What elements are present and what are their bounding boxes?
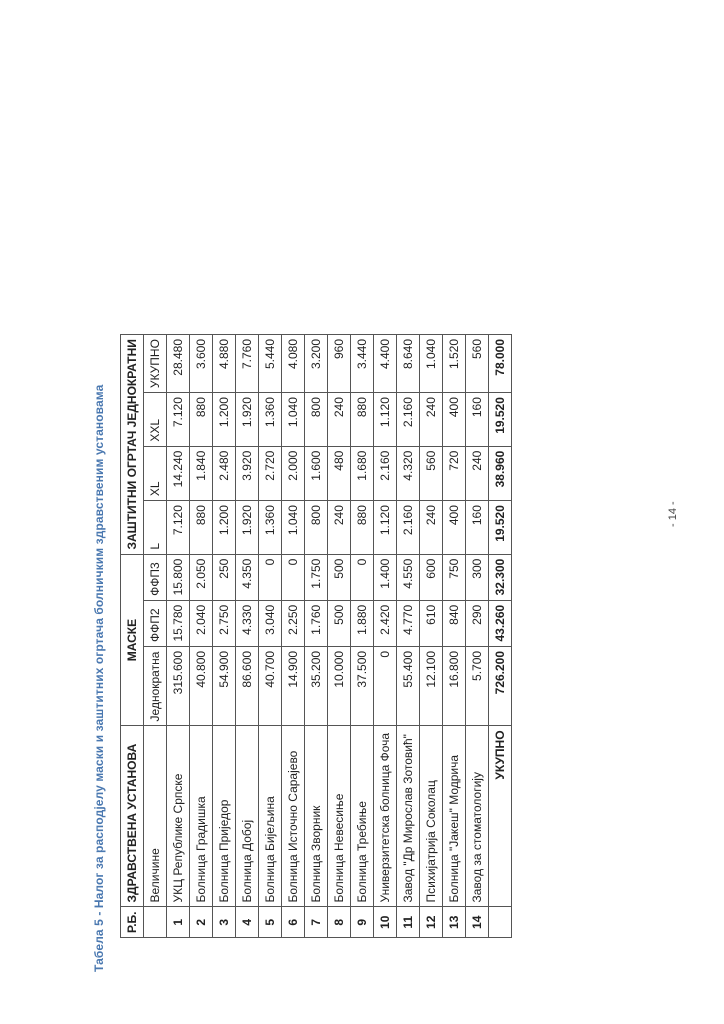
col-header-l: L: [144, 501, 167, 555]
row-12: [420, 335, 443, 938]
cell-ffp2: 1.760: [305, 600, 328, 646]
row-number: 10: [374, 907, 397, 938]
cell-l: 2.160: [397, 501, 420, 555]
row-number: 8: [328, 907, 351, 938]
row-14: [466, 335, 489, 938]
cell-ffp3: 750: [443, 554, 466, 600]
subheader-empty: [144, 907, 167, 938]
row-number: 3: [213, 907, 236, 938]
total-ffp2: 43.260: [489, 600, 512, 646]
row-number: 11: [397, 907, 420, 938]
cell-disposable: 86.600: [236, 646, 259, 726]
cell-ffp2: 1.880: [351, 600, 374, 646]
distribution-table: [120, 334, 512, 938]
cell-xxl: 800: [305, 393, 328, 447]
cell-ffp2: 15.780: [167, 600, 190, 646]
row-number: 13: [443, 907, 466, 938]
institution-name: Завод за стоматологију: [466, 726, 489, 907]
cell-xxl: 160: [466, 393, 489, 447]
row-6: [282, 335, 305, 938]
row-4: [236, 335, 259, 938]
cell-l: 400: [443, 501, 466, 555]
cell-disposable: 40.700: [259, 646, 282, 726]
cell-ffp2: 2.040: [190, 600, 213, 646]
row-number: 12: [420, 907, 443, 938]
cell-xxl: 240: [328, 393, 351, 447]
cell-total: 4.080: [282, 335, 305, 393]
cell-xl: 2.480: [213, 446, 236, 500]
cell-xl: 720: [443, 446, 466, 500]
row-number: 4: [236, 907, 259, 938]
cell-l: 1.040: [282, 501, 305, 555]
cell-total: 960: [328, 335, 351, 393]
totals-row: [489, 335, 512, 938]
cell-ffp3: 0: [282, 554, 305, 600]
col-header-disposable: Једнократна: [144, 646, 167, 726]
table-caption: Табела 5 - Налог за расподјелу маски и заштитних огртача болничким здравственим установама: [92, 384, 106, 972]
cell-xl: 240: [466, 446, 489, 500]
row-3: [213, 335, 236, 938]
cell-xl: 4.320: [397, 446, 420, 500]
cell-xxl: 240: [420, 393, 443, 447]
institution-name: Болница Зворник: [305, 726, 328, 907]
header-institution: ЗДРАВСТВЕНА УСТАНОВА: [121, 726, 144, 907]
col-header-xl: XL: [144, 446, 167, 500]
cell-xl: 560: [420, 446, 443, 500]
cell-ffp2: 4.330: [236, 600, 259, 646]
total-l: 19.520: [489, 501, 512, 555]
row-number: 5: [259, 907, 282, 938]
cell-disposable: 14.900: [282, 646, 305, 726]
col-header-total: УКУПНО: [144, 335, 167, 393]
institution-name: Болница Требиње: [351, 726, 374, 907]
cell-disposable: 40.800: [190, 646, 213, 726]
row-1: [167, 335, 190, 938]
row-number: 14: [466, 907, 489, 938]
institution-name: Болница Источно Сарајево: [282, 726, 305, 907]
cell-xxl: 1.360: [259, 393, 282, 447]
cell-disposable: 315.600: [167, 646, 190, 726]
subheader-sizes: Величине: [144, 726, 167, 907]
total-grand: 78.000: [489, 335, 512, 393]
cell-l: 1.120: [374, 501, 397, 555]
cell-total: 560: [466, 335, 489, 393]
cell-xxl: 2.160: [397, 393, 420, 447]
institution-name: Универзитетска болница Фоча: [374, 726, 397, 907]
cell-ffp3: 0: [259, 554, 282, 600]
cell-ffp3: 500: [328, 554, 351, 600]
col-header-xxl: XXL: [144, 393, 167, 447]
cell-l: 7.120: [167, 501, 190, 555]
cell-ffp2: 840: [443, 600, 466, 646]
row-number: 9: [351, 907, 374, 938]
institution-name: Болница Приједор: [213, 726, 236, 907]
cell-xl: 2.000: [282, 446, 305, 500]
cell-disposable: 16.800: [443, 646, 466, 726]
cell-xl: 1.680: [351, 446, 374, 500]
cell-disposable: 37.500: [351, 646, 374, 726]
row-number: 6: [282, 907, 305, 938]
cell-ffp3: 4.550: [397, 554, 420, 600]
cell-ffp2: 2.250: [282, 600, 305, 646]
cell-ffp2: 500: [328, 600, 351, 646]
cell-total: 8.640: [397, 335, 420, 393]
institution-name: Психијатрија Соколац: [420, 726, 443, 907]
col-header-ffp2: ФФП2: [144, 600, 167, 646]
totals-empty: [489, 907, 512, 938]
row-2: [190, 335, 213, 938]
institution-name: Болница "Јакеш" Модрича: [443, 726, 466, 907]
cell-ffp2: 3.040: [259, 600, 282, 646]
row-5: [259, 335, 282, 938]
header-gowns: ЗАШТИТНИ ОГРТАЧ ЈЕДНОКРАТНИ: [121, 335, 144, 555]
cell-l: 160: [466, 501, 489, 555]
cell-ffp3: 300: [466, 554, 489, 600]
cell-total: 5.440: [259, 335, 282, 393]
distribution-table-container: [120, 334, 512, 938]
cell-ffp3: 600: [420, 554, 443, 600]
cell-total: 3.200: [305, 335, 328, 393]
cell-l: 880: [190, 501, 213, 555]
row-10: [374, 335, 397, 938]
cell-ffp3: 4.350: [236, 554, 259, 600]
cell-xl: 3.920: [236, 446, 259, 500]
cell-xl: 1.840: [190, 446, 213, 500]
row-number: 7: [305, 907, 328, 938]
header-row: [121, 335, 144, 938]
cell-disposable: 12.100: [420, 646, 443, 726]
cell-ffp2: 2.750: [213, 600, 236, 646]
cell-total: 3.600: [190, 335, 213, 393]
cell-xl: 2.720: [259, 446, 282, 500]
cell-total: 1.040: [420, 335, 443, 393]
cell-l: 1.200: [213, 501, 236, 555]
row-9: [351, 335, 374, 938]
cell-xxl: 880: [351, 393, 374, 447]
cell-l: 880: [351, 501, 374, 555]
cell-disposable: 35.200: [305, 646, 328, 726]
row-13: [443, 335, 466, 938]
cell-ffp2: 4.770: [397, 600, 420, 646]
row-number: 1: [167, 907, 190, 938]
cell-ffp3: 2.050: [190, 554, 213, 600]
cell-disposable: 5.700: [466, 646, 489, 726]
cell-l: 1.920: [236, 501, 259, 555]
cell-total: 3.440: [351, 335, 374, 393]
cell-xl: 2.160: [374, 446, 397, 500]
cell-total: 1.520: [443, 335, 466, 393]
cell-ffp2: 610: [420, 600, 443, 646]
cell-xl: 14.240: [167, 446, 190, 500]
cell-ffp2: 290: [466, 600, 489, 646]
row-11: [397, 335, 420, 938]
cell-l: 240: [420, 501, 443, 555]
cell-l: 800: [305, 501, 328, 555]
row-7: [305, 335, 328, 938]
cell-total: 4.400: [374, 335, 397, 393]
subheader-row: [144, 335, 167, 938]
cell-ffp2: 2.420: [374, 600, 397, 646]
row-number: 2: [190, 907, 213, 938]
cell-disposable: 10.000: [328, 646, 351, 726]
cell-xxl: 1.120: [374, 393, 397, 447]
cell-l: 1.360: [259, 501, 282, 555]
cell-ffp3: 15.800: [167, 554, 190, 600]
cell-ffp3: 250: [213, 554, 236, 600]
cell-xxl: 400: [443, 393, 466, 447]
cell-ffp3: 1.750: [305, 554, 328, 600]
institution-name: Болница Градишка: [190, 726, 213, 907]
cell-xxl: 1.200: [213, 393, 236, 447]
institution-name: Болница Бијељина: [259, 726, 282, 907]
total-xl: 38.960: [489, 446, 512, 500]
cell-disposable: 0: [374, 646, 397, 726]
institution-name: Болница Невесиње: [328, 726, 351, 907]
cell-disposable: 55.400: [397, 646, 420, 726]
institution-name: Болница Добој: [236, 726, 259, 907]
institution-name: УКЦ Републике Српске: [167, 726, 190, 907]
total-disposable: 726.200: [489, 646, 512, 726]
header-masks: МАСКЕ: [121, 554, 144, 726]
cell-xl: 1.600: [305, 446, 328, 500]
row-8: [328, 335, 351, 938]
page-number: - 14 -: [667, 501, 679, 527]
cell-xxl: 1.920: [236, 393, 259, 447]
total-xxl: 19.520: [489, 393, 512, 447]
cell-total: 4.880: [213, 335, 236, 393]
cell-ffp3: 0: [351, 554, 374, 600]
cell-total: 7.760: [236, 335, 259, 393]
cell-disposable: 54.900: [213, 646, 236, 726]
total-ffp3: 32.300: [489, 554, 512, 600]
header-rb: Р.Б.: [121, 907, 144, 938]
cell-xl: 480: [328, 446, 351, 500]
cell-l: 240: [328, 501, 351, 555]
institution-name: Завод "Др Мирослав Зотовић": [397, 726, 420, 907]
col-header-ffp3: ФФП3: [144, 554, 167, 600]
totals-label: УКУПНО: [489, 726, 512, 907]
cell-xxl: 7.120: [167, 393, 190, 447]
cell-ffp3: 1.400: [374, 554, 397, 600]
cell-total: 28.480: [167, 335, 190, 393]
cell-xxl: 1.040: [282, 393, 305, 447]
cell-xxl: 880: [190, 393, 213, 447]
